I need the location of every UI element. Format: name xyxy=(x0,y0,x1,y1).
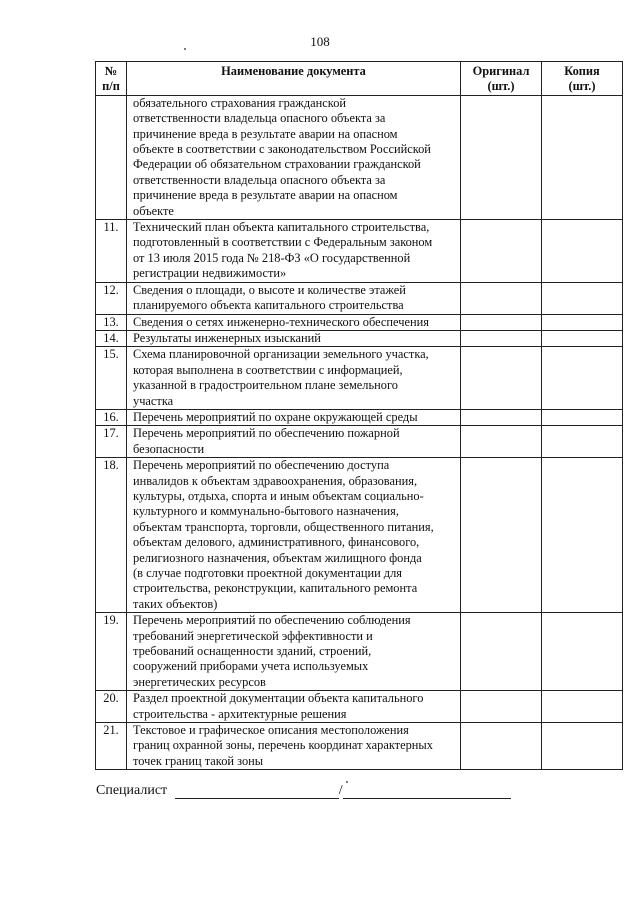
document-name-line: ответственности владельца опасного объекта за xyxy=(133,111,386,126)
row-number: 18. xyxy=(96,458,127,613)
row-number: 14. xyxy=(96,330,127,346)
original-count-cell[interactable] xyxy=(461,330,542,346)
row-number: 17. xyxy=(96,426,127,458)
row-number: 21. xyxy=(96,723,127,770)
document-name-line: точек границ такой зоны xyxy=(133,753,264,768)
original-count-cell[interactable] xyxy=(461,426,542,458)
document-name xyxy=(127,409,461,425)
document-name-line: Сведения о площади, о высоте и количестве этажей xyxy=(133,282,406,297)
document-name-line: строительства - архитектурные решения xyxy=(133,706,347,721)
copy-count-cell[interactable] xyxy=(542,409,623,425)
document-name xyxy=(127,426,461,458)
document-name-line: от 13 июля 2015 года № 218-ФЗ «О государственной xyxy=(133,250,411,265)
row-number: 16. xyxy=(96,409,127,425)
copy-count-cell[interactable] xyxy=(542,282,623,314)
copy-count-cell[interactable] xyxy=(542,314,623,330)
document-name-line: Перечень мероприятий по обеспечению доступа xyxy=(133,458,390,473)
table-row xyxy=(96,458,623,613)
document-name-line: планируемого объекта капитального строительства xyxy=(133,298,404,313)
document-name-line: подготовленный в соответствии с Федеральным законом xyxy=(133,235,433,250)
document-name-line: Сведения о сетях инженерно-технического обеспечения xyxy=(133,314,429,329)
document-name-line: Перечень мероприятий по обеспечению соблюдения xyxy=(133,613,411,628)
document-name-line: таких объектов) xyxy=(133,596,218,611)
header-original: Оригинал (шт.) xyxy=(461,62,542,96)
signature-separator: / xyxy=(338,783,343,798)
document-name-line: регистрации недвижимости» xyxy=(133,266,287,281)
row-number: 19. xyxy=(96,613,127,691)
copy-count-cell[interactable] xyxy=(542,95,623,219)
document-name-line: Результаты инженерных изысканий xyxy=(133,330,321,345)
row-number: 13. xyxy=(96,314,127,330)
copy-count-cell[interactable] xyxy=(542,347,623,410)
page-number: 108 xyxy=(310,34,330,49)
row-number: 20. xyxy=(96,691,127,723)
document-name-line: строительства, реконструкции, капитального ремонта xyxy=(133,581,418,596)
original-count-cell[interactable] xyxy=(461,95,542,219)
signature-name-field[interactable] xyxy=(175,785,339,799)
table-row xyxy=(96,691,623,723)
copy-count-cell[interactable] xyxy=(542,613,623,691)
header-num: № п/п xyxy=(96,62,127,96)
original-count-cell[interactable] xyxy=(461,314,542,330)
table-row xyxy=(96,220,623,283)
document-name-line: Раздел проектной документации объекта капитального xyxy=(133,691,424,706)
document-name-line: Перечень мероприятий по охране окружающей среды xyxy=(133,409,418,424)
scan-speck xyxy=(184,48,186,50)
document-name-line: Перечень мероприятий по обеспечению пожарной xyxy=(133,426,400,441)
document-name-line: объектам транспорта, торговли, общественного питания, xyxy=(133,519,434,534)
document-name xyxy=(127,220,461,283)
original-count-cell[interactable] xyxy=(461,282,542,314)
document-name xyxy=(127,613,461,691)
copy-count-cell[interactable] xyxy=(542,723,623,770)
document-name-line: сооружений приборами учета используемых xyxy=(133,659,369,674)
original-count-cell[interactable] xyxy=(461,409,542,425)
document-name-line: участка xyxy=(133,393,174,408)
document-name-line: безопасности xyxy=(133,441,205,456)
original-count-cell[interactable] xyxy=(461,613,542,691)
document-name-line: объекте в соответствии с законодательством Российской xyxy=(133,142,431,157)
document-name-line: культурного и коммунально-бытового назначения, xyxy=(133,504,399,519)
document-name-line: причинение вреда в результате аварии на опасном xyxy=(133,188,398,203)
document-name-line: требований энергетической эффективности и xyxy=(133,628,373,643)
document-name-line: объекте xyxy=(133,203,174,218)
row-number: 11. xyxy=(96,220,127,283)
documents-table xyxy=(95,61,623,770)
original-count-cell[interactable] xyxy=(461,723,542,770)
document-name-line: Схема планировочной организации земельного участка, xyxy=(133,347,429,362)
signature-decoding-field[interactable] xyxy=(343,785,511,799)
document-name xyxy=(127,330,461,346)
table-row xyxy=(96,95,623,219)
original-count-cell[interactable] xyxy=(461,691,542,723)
table-row xyxy=(96,347,623,410)
signature-line xyxy=(96,783,511,799)
row-number: 15. xyxy=(96,347,127,410)
table-header-row xyxy=(96,62,623,96)
document-name xyxy=(127,347,461,410)
copy-count-cell[interactable] xyxy=(542,330,623,346)
original-count-cell[interactable] xyxy=(461,458,542,613)
original-count-cell[interactable] xyxy=(461,220,542,283)
document-name xyxy=(127,723,461,770)
document-name-line: Технический план объекта капитального строительства, xyxy=(133,220,430,235)
copy-count-cell[interactable] xyxy=(542,691,623,723)
document-name xyxy=(127,691,461,723)
document-name-line: обязательного страхования гражданской xyxy=(133,95,347,110)
original-count-cell[interactable] xyxy=(461,347,542,410)
document-name xyxy=(127,314,461,330)
table-row xyxy=(96,723,623,770)
document-name-line: энергетических ресурсов xyxy=(133,674,266,689)
document-name-line: Федерации об обязательном страховании гражданской xyxy=(133,157,421,172)
copy-count-cell[interactable] xyxy=(542,458,623,613)
table-row xyxy=(96,330,623,346)
document-name-line: объектам делового, административного, финансового, xyxy=(133,535,420,550)
table-row xyxy=(96,314,623,330)
header-copy: Копия (шт.) xyxy=(542,62,623,96)
table-row xyxy=(96,426,623,458)
document-name-line: требований оснащенности зданий, строений, xyxy=(133,644,372,659)
document-name-line: причинение вреда в результате аварии на опасном xyxy=(133,126,398,141)
document-name-line: которая выполнена в соответствии с информацией, xyxy=(133,362,403,377)
row-number: 12. xyxy=(96,282,127,314)
document-name-line: культуры, отдыха, спорта и иным объектам социально- xyxy=(133,488,424,503)
document-name-line: Текстовое и графическое описания местоположения xyxy=(133,723,409,738)
document-name xyxy=(127,282,461,314)
document-name-line: (в случае подготовки проектной документации для xyxy=(133,566,402,580)
table-row xyxy=(96,409,623,425)
document-name-line: религиозного назначения, объектам жилищного фонда xyxy=(133,550,422,565)
document-name-line: инвалидов к объектам здравоохранения, образования, xyxy=(133,473,418,488)
document-name-line: указанной в градостроительном плане земельного xyxy=(133,378,398,393)
table-row xyxy=(96,613,623,691)
document-name xyxy=(127,95,461,219)
copy-count-cell[interactable] xyxy=(542,220,623,283)
row-number xyxy=(96,95,127,219)
copy-count-cell[interactable] xyxy=(542,426,623,458)
header-name: Наименование документа xyxy=(127,62,461,96)
document-name-line: ответственности владельца опасного объекта за xyxy=(133,172,386,187)
document-name xyxy=(127,458,461,613)
document-name-line: границ охранной зоны, перечень координат характерных xyxy=(133,738,433,753)
signature-label: Специалист xyxy=(96,783,168,798)
table-row xyxy=(96,282,623,314)
